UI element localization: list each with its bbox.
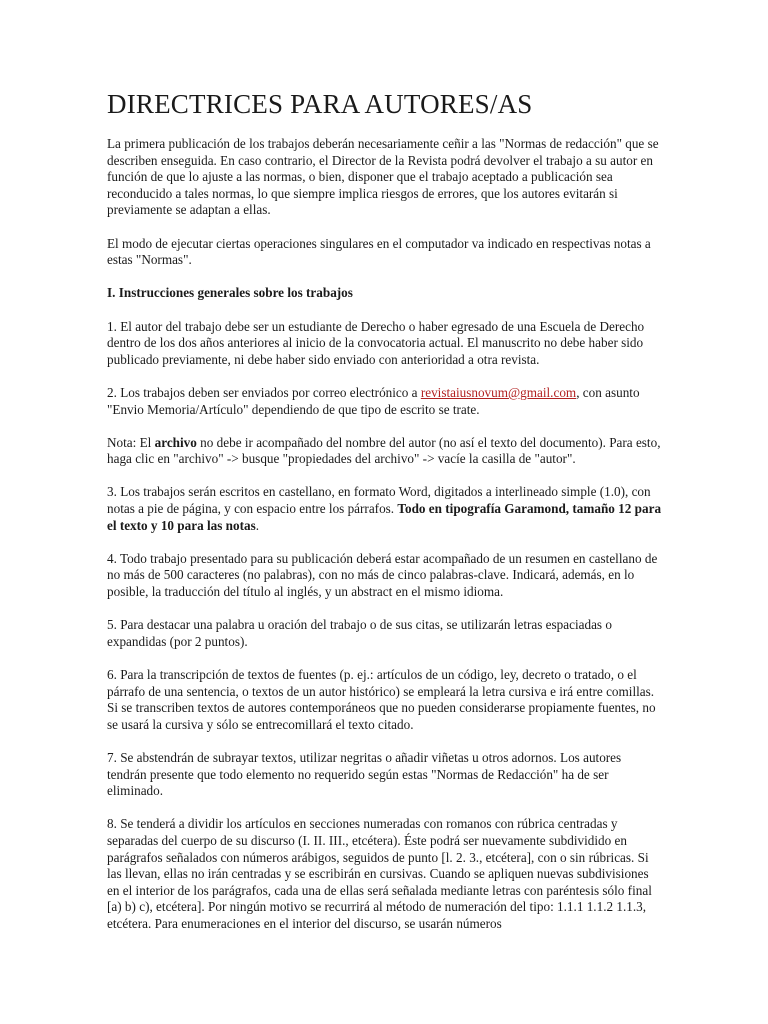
item-3-end: . [255,517,260,533]
item-4: 4. Todo trabajo presentado para su publicación deberá estar acompañado de un resumen en castellano de no más de 500 caracteres (no palabras), con no más de cinco palabras-clave. Indicará, además, en lo posible, la traducción del título al inglés, y un abstract en el mismo idioma. [107,550,658,600]
item-3-bold: Todo en tipografía Garamond, tamaño 12 para el texto y 10 para las notas [107,501,662,533]
intro-paragraph-1: La primera publicación de los trabajos deberán necesariamente ceñir a las "Normas de redacción" que se describen enseguida. En caso contrario, el Director de la Revista podrá devolver el trabajo a su autor en función de que lo ajuste a las normas, o bien, disponer que el trabajo aceptado a publicación sea reconducido a tales normas, lo que siempre implica riesgos de errores, que los autores evitarán si previamente se adaptan a ellas. [107,136,659,218]
item-6: 6. Para la transcripción de textos de fuentes (p. ej.: artículos de un código, ley, decreto o tratado, o el párrafo de una sentencia, o textos de un autor histórico) se empleará la letra cursiva e irá entre comillas. Si se transcriben textos de autores contemporáneos que no pueden considerarse propiamente fuentes, no se usará la cursiva y sólo se entrecomillará el texto citado. [107,667,656,732]
item-5: 5. Para destacar una palabra u oración del trabajo o de sus citas, se utilizarán letras espaciadas o expandidas (por 2 puntos). [107,617,612,649]
section-heading: I. Instrucciones generales sobre los trabajos [107,285,353,301]
note-bold: archivo [154,434,197,450]
item-2 [107,385,663,418]
note-prefix: Nota: El [107,434,155,450]
email-link[interactable]: revistaiusnovum@gmail.com [420,384,577,400]
item-3 [107,484,663,534]
page-title: DIRECTRICES PARA AUTORES/AS [107,89,533,119]
item-2-after: , con asunto "Envio Memoria/Artículo" dependiendo de que tipo de escrito se trate. [107,384,640,417]
intro-paragraph-2: El modo de ejecutar ciertas operaciones singulares en el computador va indicado en respectivas notas a estas "Normas". [107,235,651,268]
item-8: 8. Se tenderá a dividir los artículos en secciones numeradas con romanos con rúbrica centradas y separadas del cuerpo de su discurso (I. II. III., etcétera). Éste podrá ser nuevamente subdividido en parágrafos señalados con números arábigos, seguidos de punto [l. 2. 3., etcétera], con o sin rúbricas. Si las llevan, ellas no irán centradas y se escribirán en cursivas. Cuando se apliquen nuevas subdivisiones en el interior de los parágrafos, cada una de ellas será señalada mediante letras con paréntesis sólo final [a) b) c), etcétera]. Por ningún motivo se recurrirá al método de numeración del tipo: 1.1.1 1.1.2 1.1.3, etcétera. Para enumeraciones en el interior del discurso, se usarán números [107,816,652,931]
item-1: 1. El autor del trabajo debe ser un estudiante de Derecho o haber egresado de una Escuela de Derecho dentro de los dos años anteriores al inicio de la convocatoria actual. El manuscrito no debe haber sido publicado previamente, ni debe haber sido enviado con anterioridad a otra revista. [107,318,645,367]
item-2-before: 2. Los trabajos deben ser enviados por correo electrónico a [107,384,421,400]
document-page [107,88,663,949]
note-rest: no debe ir acompañado del nombre del autor (no así el texto del documento). Para esto, haga clic en "archivo" -> busque "propiedades del archivo" -> vacíe la casilla de "autor". [107,434,661,467]
item-3-text: 3. Los trabajos serán escritos en castellano, en formato Word, digitados a interlineado simple (1.0), con notas a pie de página, y con espacio entre los párrafos. [107,484,651,517]
note-paragraph [107,435,663,468]
item-7: 7. Se abstendrán de subrayar textos, utilizar negritas o añadir viñetas u otros adornos. Los autores tendrán presente que todo elemento no requerido según estas "Normas de Redacción" ha de ser eliminado. [107,749,622,799]
